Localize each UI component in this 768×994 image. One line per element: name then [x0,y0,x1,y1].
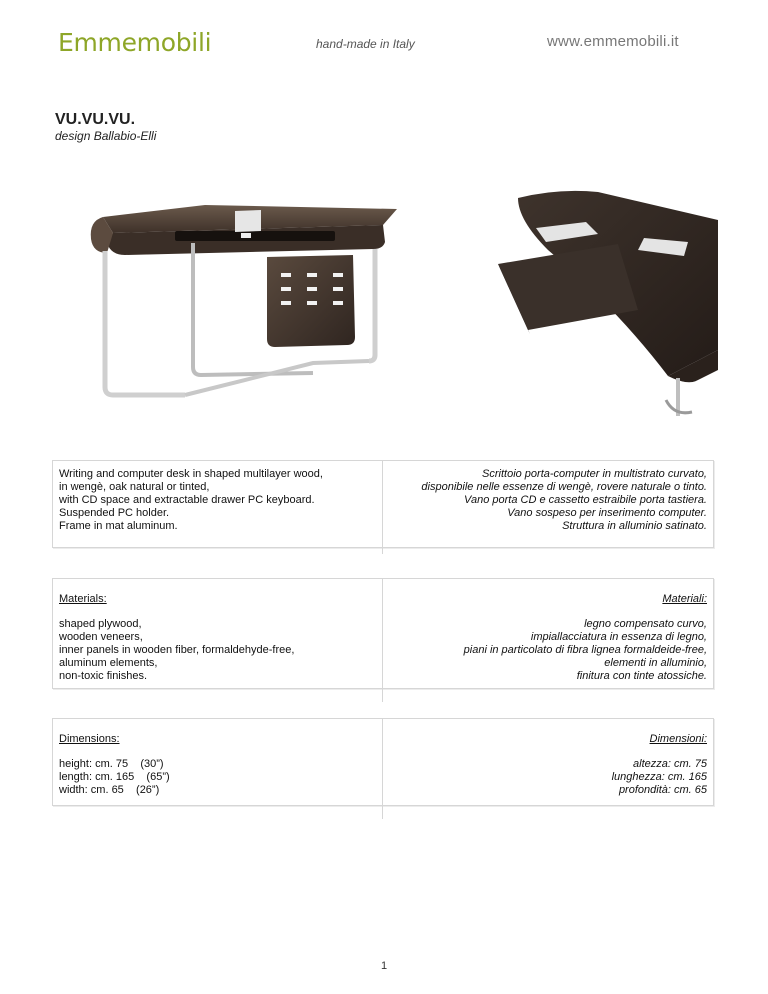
materials-it-line: legno compensato curvo, [584,618,707,630]
page-number: 1 [380,960,388,972]
description-it-line: Scrittoio porta-computer in multistrato curvato, [482,468,707,480]
dimensions-box [52,718,714,806]
dimensions-en-line: width: cm. 65 (26”) [59,784,160,796]
materials-box [52,578,714,689]
materials-en-heading: Materials: [59,593,107,605]
materials-en-line: non-toxic finishes. [59,670,148,682]
materials-en [53,579,383,702]
materials-en-line: aluminum elements, [59,657,158,669]
description-it-line: disponibile nelle essenze di wengè, rovere naturale o tinto. [421,481,707,493]
description-en-line: in wengè, oak natural or tinted, [59,481,210,493]
description-it-line: Vano porta CD e cassetto estraibile porta tastiera. [464,494,707,506]
description-en-line: with CD space and extractable drawer PC keyboard. [59,494,315,506]
materials-it-line: elementi in alluminio, [604,657,707,669]
website-link[interactable]: www.emmemobili.it [547,33,679,50]
product-name: VU.VU.VU. [55,111,136,128]
product-designer: design Ballabio-Elli [55,129,157,143]
materials-it-heading: Materiali: [662,593,707,605]
description-box [52,460,714,548]
dimensions-it-line: lunghezza: cm. 165 [611,771,707,783]
materials-en-line: inner panels in wooden fiber, formaldehyde-free, [59,644,295,656]
dimensions-en-line: height: cm. 75 (30”) [59,758,164,770]
dimensions-en [53,719,383,819]
dimensions-en-line: length: cm. 165 (65”) [59,771,170,783]
materials-it-line: finitura con tinte atossiche. [576,670,707,682]
materials-en-line: wooden veneers, [59,631,143,643]
materials-it-line: piani in particolato di fibra lignea formaldeide-free, [463,644,707,656]
dimensions-en-heading: Dimensions: [59,733,120,745]
brand-logo: Emmemobili [58,28,212,57]
materials-it-line: impiallacciatura in essenza di legno, [530,631,707,643]
dimensions-it-heading: Dimensioni: [649,733,707,745]
dimensions-it [384,719,713,819]
description-it-line: Struttura in alluminio satinato. [562,520,707,532]
description-en [53,461,383,554]
description-en-line: Suspended PC holder. [59,507,170,519]
desk-detail-photo [488,180,718,420]
description-en-line: Writing and computer desk in shaped multilayer wood, [59,468,323,480]
materials-en-line: shaped plywood, [59,618,142,630]
tagline: hand-made in Italy [316,37,415,51]
dimensions-it-line: profondità: cm. 65 [618,784,707,796]
dimensions-it-line: altezza: cm. 75 [633,758,707,770]
description-en-line: Frame in mat aluminum. [59,520,178,532]
materials-it [384,579,713,702]
description-it-line: Vano sospeso per inserimento computer. [507,507,707,519]
desk-front-photo [85,187,405,402]
description-it [384,461,713,554]
